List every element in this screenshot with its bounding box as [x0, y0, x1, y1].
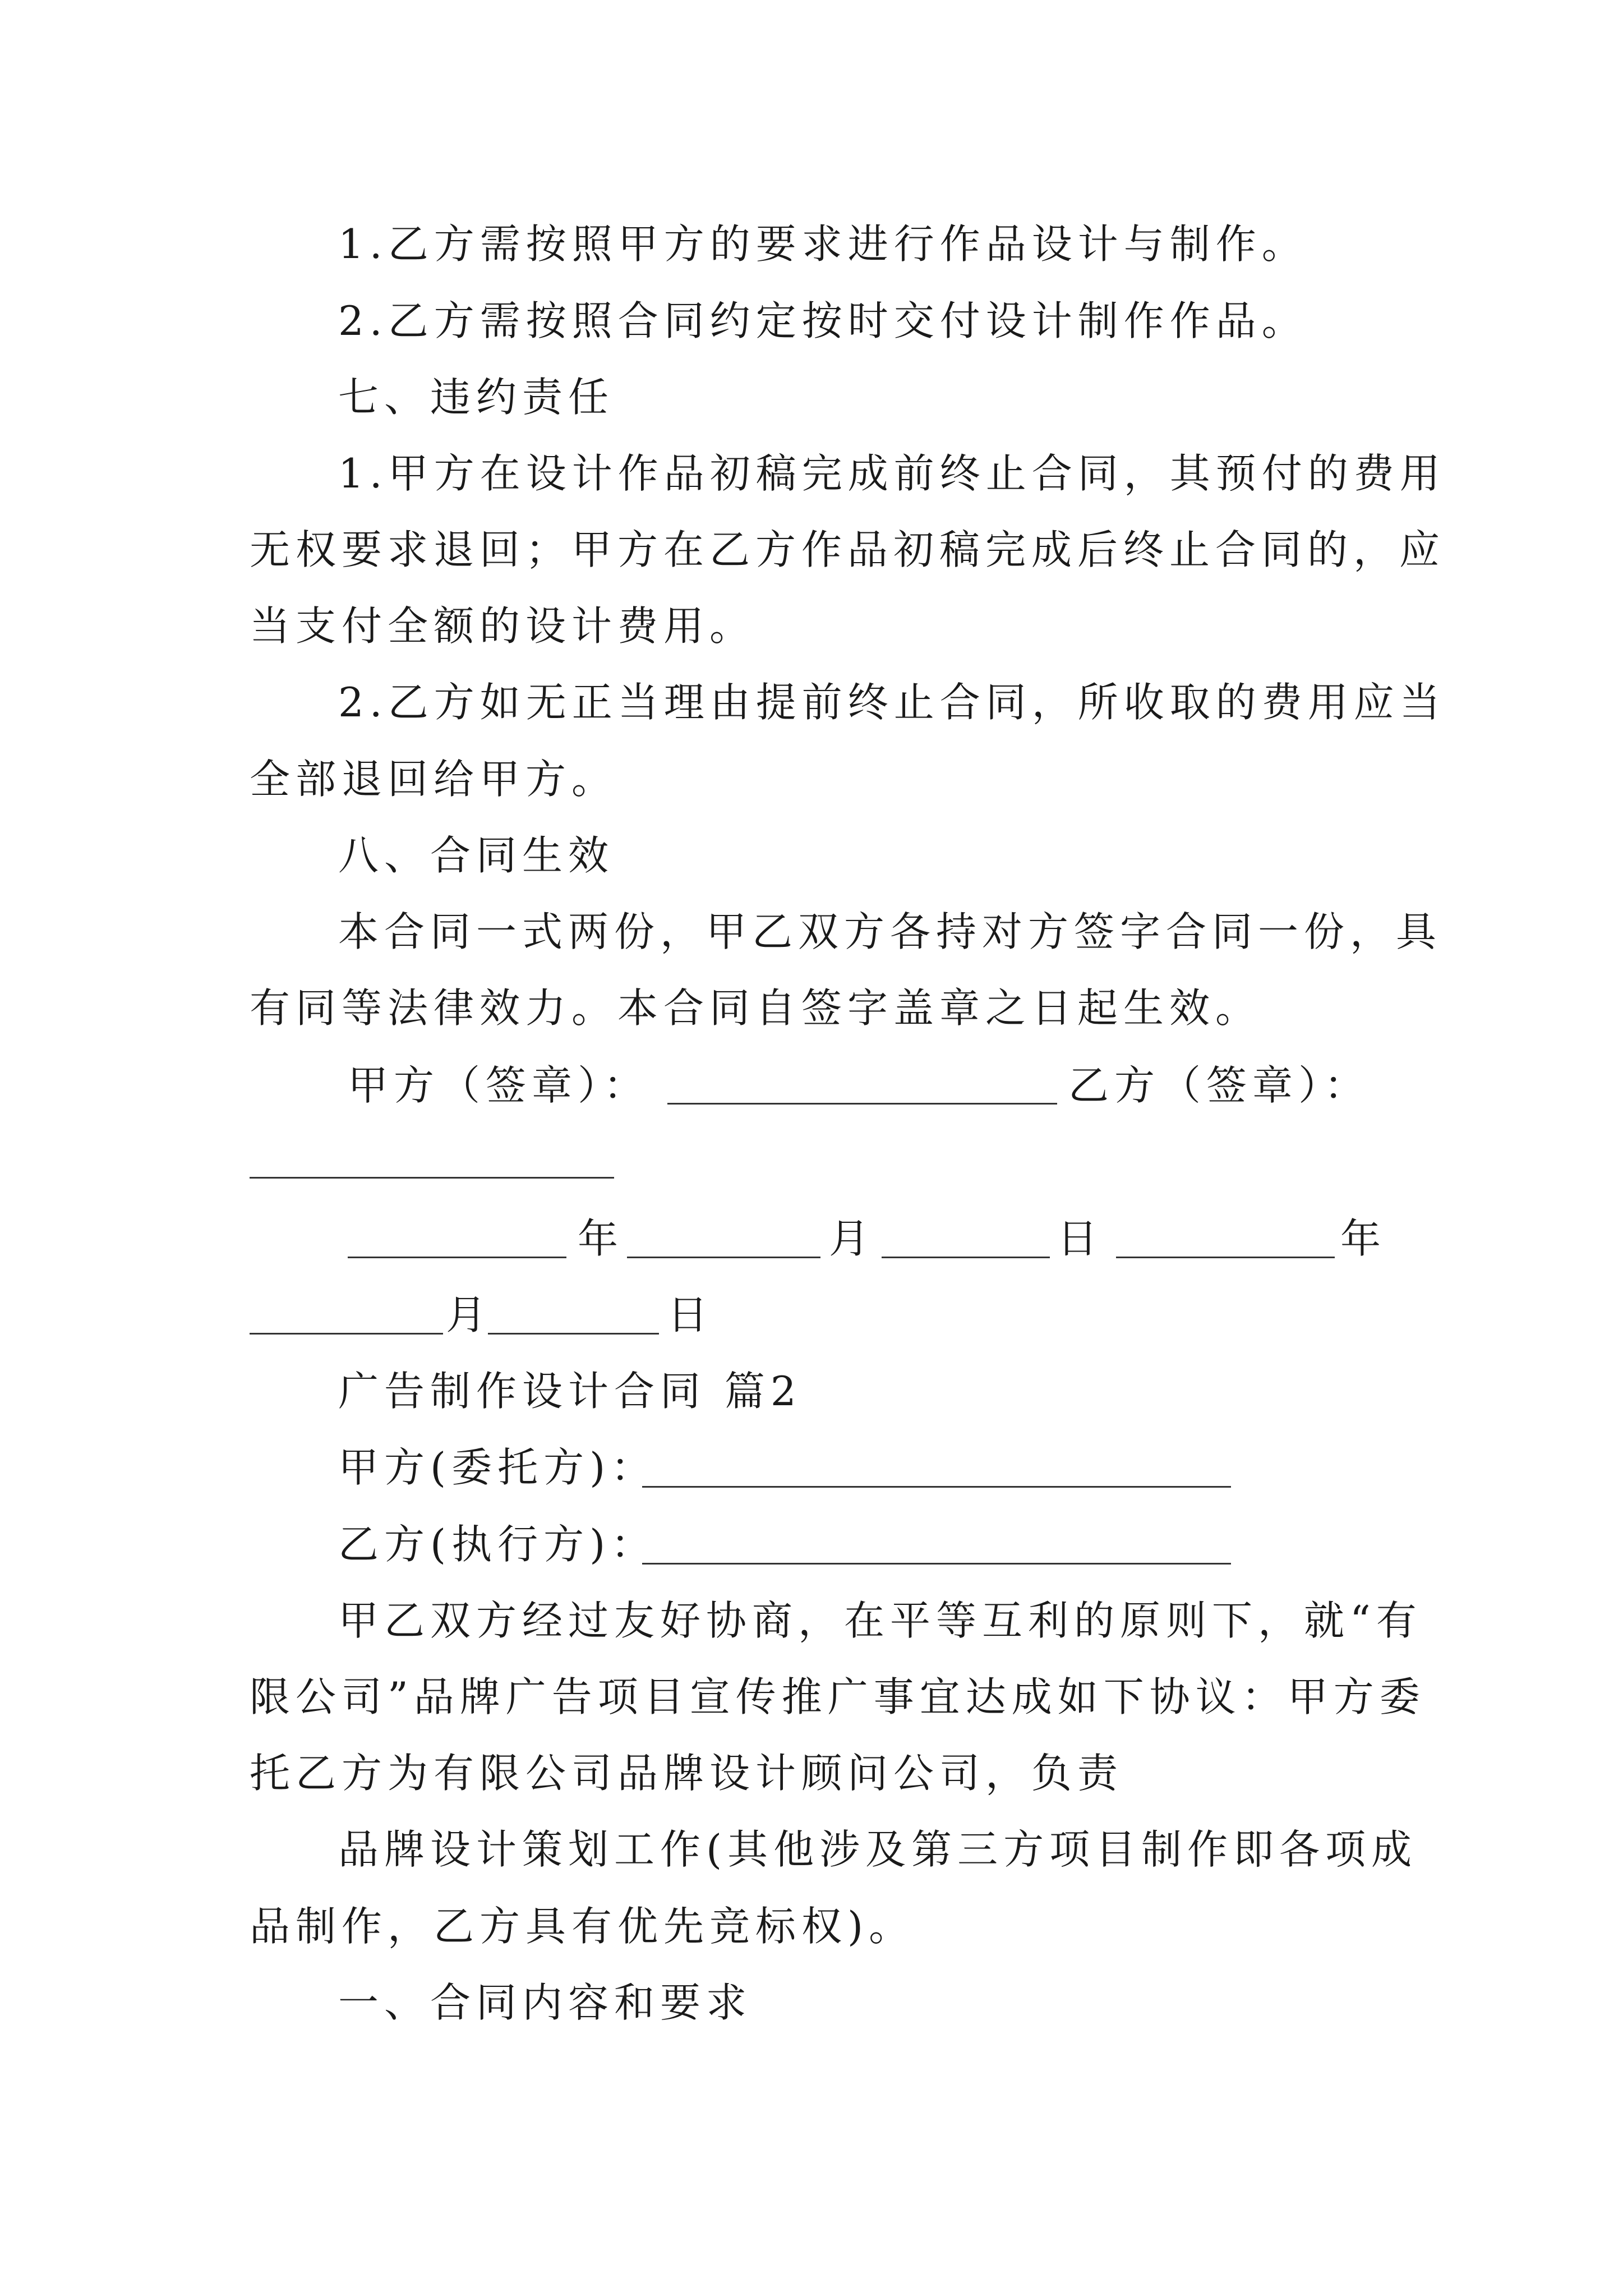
liability-p1-line3: 当支付全额的设计费用。 [250, 602, 756, 650]
intro-line2: 限公司”品牌广告项目宣传推广事宜达成如下协议：甲方委 [250, 1673, 1426, 1720]
date-a-month-blank [627, 1257, 820, 1258]
date-a-year-blank [348, 1257, 566, 1258]
date-a-year-label: 年 [578, 1215, 624, 1262]
intro2-line1: 品牌设计策划工作(其他涉及第三方项目制作即各项成 [338, 1826, 1418, 1873]
part2-title: 广告制作设计合同 篇2 [338, 1368, 802, 1415]
section-title-liability: 七、违约责任 [338, 374, 615, 421]
intro-line3: 托乙方为有限公司品牌设计顾问公司，负责 [250, 1750, 1124, 1797]
clause-item-1: 1.乙方需按照甲方的要求进行作品设计与制作。 [338, 220, 1308, 268]
date-a-month-label: 月 [829, 1215, 875, 1262]
party-b-blank [642, 1563, 1231, 1565]
intro-line1: 甲乙双方经过友好协商，在平等互利的原则下，就“有 [338, 1597, 1422, 1644]
signature-party-b-label: 乙方（签章）： [1068, 1062, 1371, 1109]
liability-p1-line2: 无权要求退回；甲方在乙方作品初稿完成后终止合同的，应 [250, 526, 1446, 573]
section-title-contract-content: 一、合同内容和要求 [338, 1979, 753, 2026]
signature-party-a-blank [667, 1103, 1057, 1105]
party-a-label: 甲方(委托方)： [338, 1444, 657, 1491]
clause-item-2: 2.乙方需按照合同约定按时交付设计制作作品。 [338, 297, 1308, 344]
date-a-day-blank [882, 1257, 1050, 1258]
date-b-day-label: 日 [667, 1291, 714, 1338]
intro2-line2: 品制作，乙方具有优先竞标权)。 [250, 1903, 915, 1950]
date-b-day-blank [488, 1333, 659, 1335]
liability-p2-line1: 2.乙方如无正当理由提前终止合同，所收取的费用应当 [338, 679, 1446, 726]
party-b-label: 乙方(执行方)： [338, 1521, 657, 1568]
party-a-blank [642, 1486, 1231, 1488]
date-b-year-blank [1116, 1257, 1335, 1258]
date-b-year-label: 年 [1340, 1215, 1387, 1262]
signature-party-b-blank [250, 1177, 614, 1179]
liability-p2-line2: 全部退回给甲方。 [250, 756, 618, 803]
section-title-effect: 八、合同生效 [338, 832, 615, 879]
effect-p-line2: 有同等法律效力。本合同自签字盖章之日起生效。 [250, 984, 1262, 1032]
liability-p1-line1: 1.甲方在设计作品初稿完成前终止合同，其预付的费用 [338, 450, 1446, 497]
effect-p-line1: 本合同一式两份，甲乙双方各持对方签字合同一份，具 [338, 908, 1442, 955]
date-a-day-label: 日 [1057, 1215, 1104, 1262]
date-b-month-label: 月 [446, 1291, 492, 1338]
signature-party-a-label: 甲方（签章）： [348, 1062, 650, 1109]
date-b-month-blank [250, 1333, 443, 1335]
